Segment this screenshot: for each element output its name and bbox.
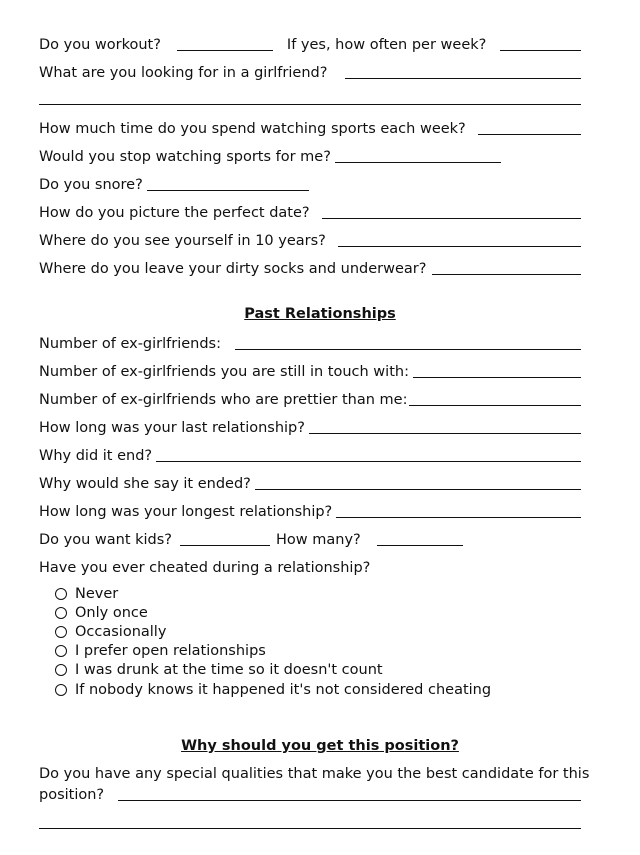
sports-time-row (39, 116, 581, 138)
cheated-option-occasionally[interactable] (55, 622, 166, 641)
ten-years-answer-line[interactable] (338, 232, 581, 247)
qualities-answer-line[interactable] (118, 786, 581, 801)
position-heading: Why should you get this position? (181, 738, 459, 754)
num-ex-label: Number of ex-girlfriends: (39, 336, 221, 352)
prettier-row (39, 387, 581, 409)
kids-label: Do you want kids? (39, 532, 173, 548)
cheated-option-open[interactable] (55, 641, 266, 660)
she-say-row (39, 471, 581, 493)
radio-circle-icon[interactable] (55, 664, 67, 676)
how-often-label: If yes, how often per week? (286, 37, 487, 53)
longest-row (39, 499, 581, 521)
prettier-answer-line[interactable] (409, 391, 581, 406)
looking-for-label: What are you looking for in a girlfriend? (39, 65, 328, 81)
snore-label: Do you snore? (39, 177, 143, 193)
snore-answer-line[interactable] (147, 176, 309, 191)
num-ex-row (39, 331, 581, 353)
ten-years-row (39, 228, 581, 250)
qualities-answer-line-2[interactable] (39, 828, 581, 829)
radio-circle-icon[interactable] (55, 684, 67, 696)
she-say-answer-line[interactable] (255, 475, 581, 490)
why-end-answer-line[interactable] (156, 447, 581, 462)
qualities-question-line-1: Do you have any special qualities that make you the best candidate for this (39, 766, 590, 782)
how-many-label: How many? (276, 532, 361, 548)
cheated-row (39, 555, 581, 577)
in-touch-label: Number of ex-girlfriends you are still in touch with: (39, 364, 409, 380)
how-often-answer-line[interactable] (500, 36, 581, 51)
ten-years-label: Where do you see yourself in 10 years? (39, 233, 326, 249)
cheated-option-never[interactable] (55, 584, 118, 603)
last-length-row (39, 415, 581, 437)
longest-label: How long was your longest relationship? (39, 504, 333, 520)
workout-row (39, 32, 581, 54)
in-touch-row (39, 359, 581, 381)
workout-label: Do you workout? (39, 37, 161, 53)
in-touch-answer-line[interactable] (413, 363, 581, 378)
sports-time-answer-line[interactable] (478, 120, 581, 135)
cheated-option-only-once[interactable] (55, 603, 148, 622)
option-label: Never (75, 585, 119, 602)
option-label: I was drunk at the time so it doesn't count (75, 661, 383, 678)
qualities-row (39, 782, 581, 804)
last-length-answer-line[interactable] (309, 419, 581, 434)
option-label: I prefer open relationships (75, 642, 266, 659)
radio-circle-icon[interactable] (55, 645, 67, 657)
socks-answer-line[interactable] (432, 260, 581, 275)
prettier-label: Number of ex-girlfriends who are prettier than me: (39, 392, 408, 408)
radio-circle-icon[interactable] (55, 588, 67, 600)
radio-circle-icon[interactable] (55, 626, 67, 638)
past-relationships-heading: Past Relationships (244, 306, 396, 322)
sports-time-label: How much time do you spend watching sports each week? (39, 121, 466, 137)
option-label: Occasionally (75, 623, 167, 640)
qualities-label: position? (39, 787, 105, 803)
looking-for-answer-line[interactable] (345, 64, 581, 79)
perfect-date-label: How do you picture the perfect date? (39, 205, 310, 221)
option-label: If nobody knows it happened it's not considered cheating (75, 681, 492, 698)
stop-sports-row (39, 144, 581, 166)
why-end-label: Why did it end? (39, 448, 153, 464)
stop-sports-label: Would you stop watching sports for me? (39, 149, 331, 165)
last-length-label: How long was your last relationship? (39, 420, 305, 436)
looking-for-row (39, 60, 581, 82)
how-many-answer-line[interactable] (377, 531, 463, 546)
snore-row (39, 172, 581, 194)
cheated-label: Have you ever cheated during a relationship? (39, 560, 371, 576)
num-ex-answer-line[interactable] (235, 335, 581, 350)
socks-label: Where do you leave your dirty socks and underwear? (39, 261, 427, 277)
option-label: Only once (75, 604, 148, 621)
perfect-date-answer-line[interactable] (322, 204, 581, 219)
why-end-row (39, 443, 581, 465)
workout-answer-line[interactable] (177, 36, 273, 51)
kids-answer-line[interactable] (180, 531, 270, 546)
radio-circle-icon[interactable] (55, 607, 67, 619)
longest-answer-line[interactable] (336, 503, 581, 518)
looking-for-answer-line-2[interactable] (39, 104, 581, 105)
cheated-option-nobody-knows[interactable] (55, 680, 491, 699)
kids-row (39, 527, 581, 549)
stop-sports-answer-line[interactable] (335, 148, 501, 163)
she-say-label: Why would she say it ended? (39, 476, 251, 492)
socks-row (39, 256, 581, 278)
cheated-option-drunk[interactable] (55, 660, 383, 679)
perfect-date-row (39, 200, 581, 222)
